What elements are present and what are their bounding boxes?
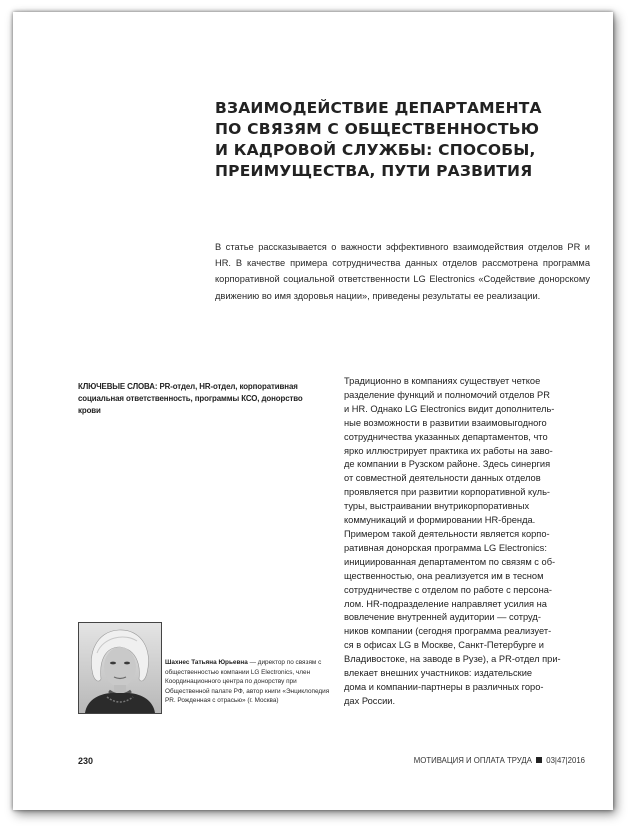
body-line: вовлечение внутренней аудитории — сотруд- xyxy=(344,612,541,623)
body-line: дома и компании-партнеры в различных горо- xyxy=(344,681,544,692)
body-line: коммуникаций и формировании HR-бренда. xyxy=(344,515,536,526)
article-title xyxy=(215,98,575,182)
article-body xyxy=(344,375,594,709)
body-line: лом. HR-подразделение направляет усилия на xyxy=(344,598,547,609)
body-line: щественностью, она реализуется им в тесном xyxy=(344,570,544,581)
body-line: Примером такой деятельности является корпо- xyxy=(344,528,550,539)
body-line: и HR. Однако LG Electronics видит дополнитель- xyxy=(344,403,555,414)
body-line: Владивостоке, на заводе в Рузе), а PR-отдел при- xyxy=(344,654,561,665)
title-line: ПО СВЯЗЯМ С ОБЩЕСТВЕННОСТЬЮ xyxy=(215,120,540,138)
body-line: ративная донорская программа LG Electronics: xyxy=(344,542,547,553)
body-line: разделение функций и полномочий отделов PR xyxy=(344,389,550,400)
author-name: Шахнес Татьяна Юрьевна xyxy=(165,659,248,666)
page-number: 230 xyxy=(78,756,94,766)
body-line: сотрудничестве с отделом по работе с персона- xyxy=(344,584,553,595)
title-line: И КАДРОВОЙ СЛУЖБЫ: СПОСОБЫ, xyxy=(215,141,536,159)
keywords-block xyxy=(78,381,326,417)
author-description: — директор по связям с общественностью компании LG Electronics, член Координационного центра по донорству при Общественной палате РФ, автор книги «Энциклопедия PR. Рожденная с отрасью» (г. Москва) xyxy=(165,659,330,705)
body-line: де компании в Рузском районе. Здесь синергия xyxy=(344,459,551,470)
author-portrait-image xyxy=(79,623,161,713)
body-line: туры, выстраивании внутрикорпоративных xyxy=(344,501,530,512)
body-line: ярко иллюстрирует практика их работы на заво- xyxy=(344,445,553,456)
journal-name: МОТИВАЦИЯ И ОПЛАТА ТРУДА xyxy=(413,756,532,765)
issue-number: 03|47|2016 xyxy=(546,756,585,765)
title-line: ПРЕИМУЩЕСТВА, ПУТИ РАЗВИТИЯ xyxy=(215,162,533,180)
body-line: влекает внешних участников: издательские xyxy=(344,668,533,679)
body-line: проявляется при развитии корпоративной куль- xyxy=(344,487,551,498)
author-photo xyxy=(78,622,162,714)
square-bullet-icon xyxy=(536,757,542,763)
body-line: ся в офисах LG в Москве, Санкт-Петербурге и xyxy=(344,640,544,651)
magazine-page xyxy=(13,12,613,810)
body-line: сотрудничества указанных департаментов, что xyxy=(344,431,548,442)
journal-footer xyxy=(414,756,585,765)
body-line: ников компании (сегодня программа реализует- xyxy=(344,626,552,637)
body-line: Традиционно в компаниях существует четкое xyxy=(344,376,541,386)
body-line: инициированная департаментом по связям с об- xyxy=(344,556,556,567)
keywords-list: PR-отдел, HR-отдел, корпоративная социальная ответственность, программы КСО, донорство крови xyxy=(78,382,303,415)
body-line: ные возможности в развитии взаимовыгодного xyxy=(344,417,547,428)
author-bio xyxy=(165,658,330,706)
article-abstract: В статье рассказывается о важности эффективного взаимодействия отделов PR и HR. В качестве примера сотрудничества данных отделов рассмотрена программа корпоративной социальной ответственности LG Electronics «Содействие донорскому движению во имя здоровья нации», приведены результаты ее реализации. xyxy=(215,242,590,301)
title-line: ВЗАИМОДЕЙСТВИЕ ДЕПАРТАМЕНТА xyxy=(215,99,542,117)
body-line: дах России. xyxy=(344,695,396,706)
body-line: от совместной деятельности данных отделов xyxy=(344,473,541,484)
keywords-label: КЛЮЧЕВЫЕ СЛОВА: xyxy=(78,382,158,391)
